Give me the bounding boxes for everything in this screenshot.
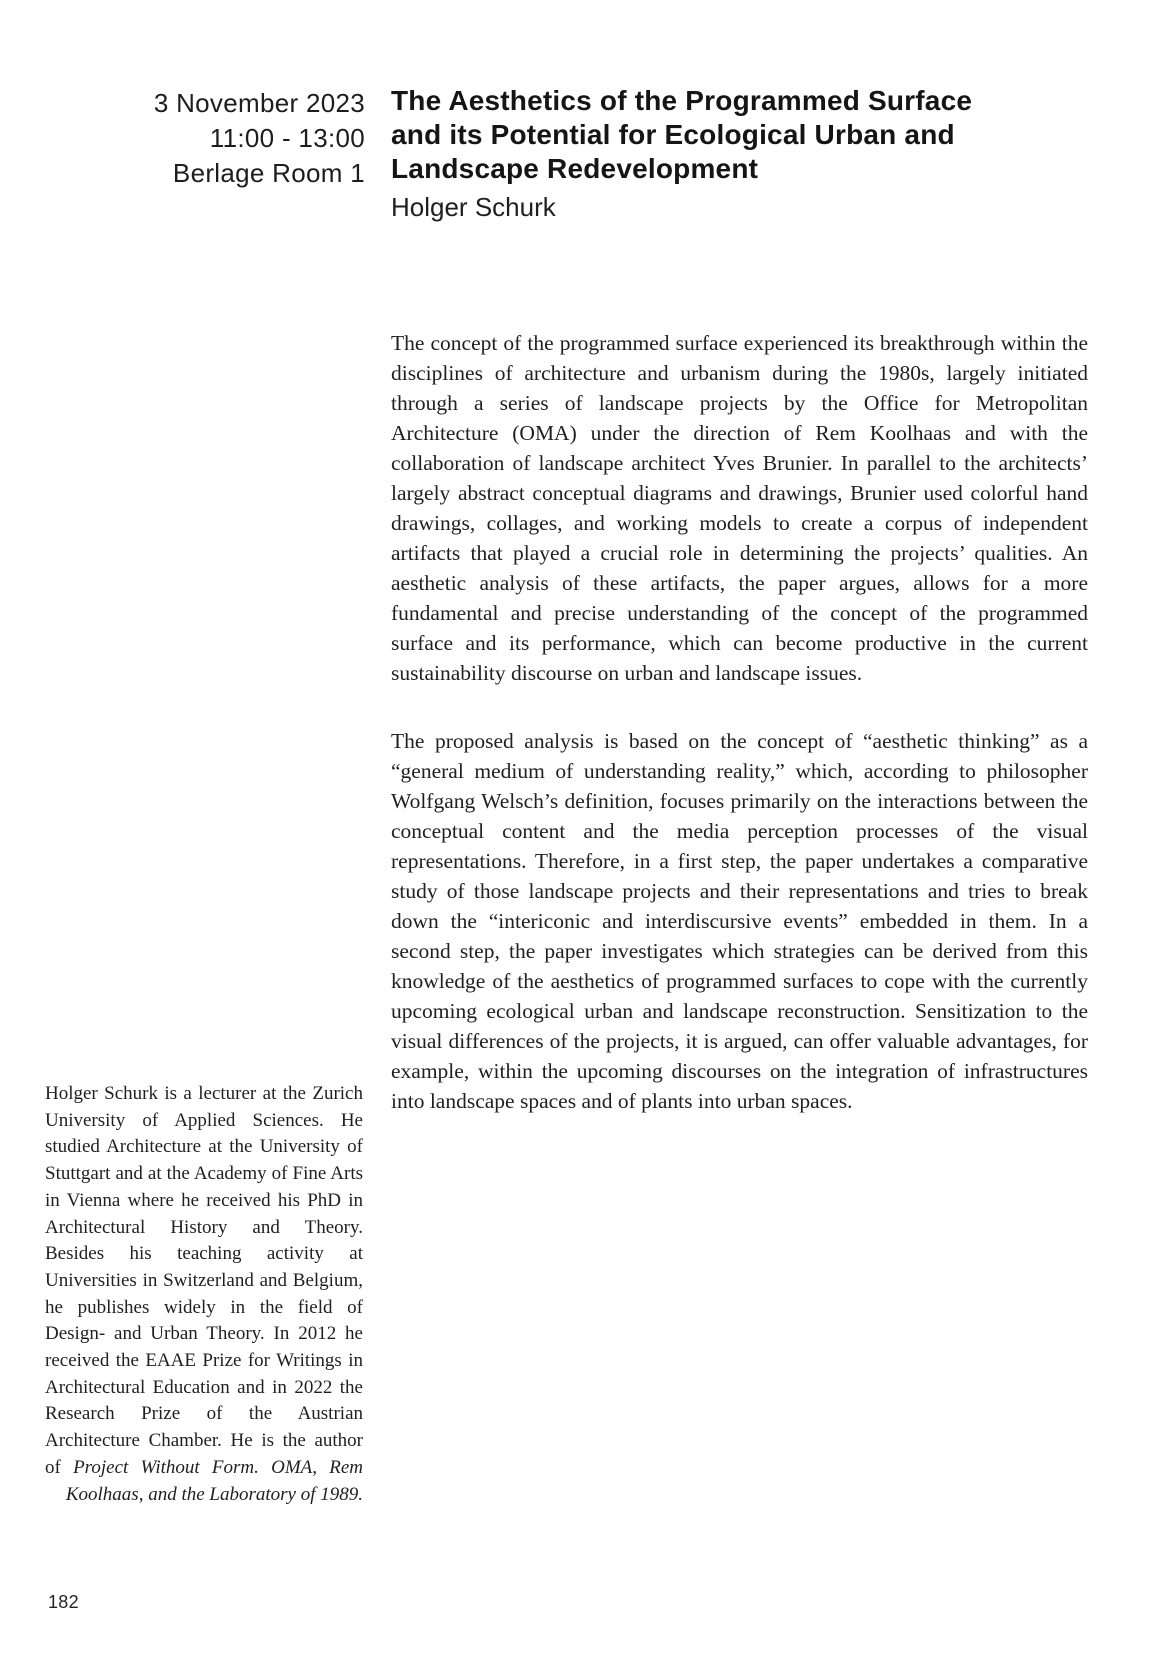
talk-header	[391, 84, 1091, 224]
speaker-bio	[45, 1081, 363, 1508]
session-time: 11:00 - 13:00	[209, 123, 365, 153]
talk-title-line-2: and its Potential for Ecological Urban and	[391, 119, 955, 150]
speaker-bio-paragraph	[45, 1081, 363, 1508]
session-date: 3 November 2023	[153, 88, 365, 118]
speaker-name: Holger Schurk	[391, 192, 556, 222]
abstract-paragraph-1: The concept of the programmed surface experienced its breakthrough within the disciplines of architecture and urbanism during the 1980s, largely initiated through a series of landscape projects by the Office for Metropolitan Architecture (OMA) under the direction of Rem Koolhaas and with the collaboration of landscape architect Yves Brunier. In parallel to the architects’ largely abstract conceptual diagrams and drawings, Brunier used colorful hand drawings, collages, and working models to create a corpus of independent artifacts that played a crucial role in determining the projects’ qualities. An aesthetic analysis of these artifacts, the paper argues, allows for a more fundamental and precise understanding of the concept of the programmed surface and its performance, which can become productive in the current sustainability discourse on urban and landscape issues.	[391, 331, 1088, 685]
abstract-paragraph-2: The proposed analysis is based on the concept of “aesthetic thinking” as a “general medium of understanding reality,” which, according to philosopher Wolfgang Welsch’s definition, focuses primarily on the interactions between the conceptual content and the media perception processes of the visual representations. Therefore, in a first step, the paper undertakes a comparative study of those landscape projects and their representations and tries to break down the “intericonic and interdiscursive events” embedded in them. In a second step, the paper investigates which strategies can be derived from this knowledge of the aesthetics of programmed surfaces to cope with the currently upcoming ecological urban and landscape reconstruction. Sensitization to the visual differences of the projects, it is argued, can offer valuable advantages, for example, within the upcoming discourses on the integration of infrastructures into landscape spaces and of plants into urban spaces.	[391, 729, 1088, 1113]
session-info	[45, 86, 365, 191]
talk-title-line-1: The Aesthetics of the Programmed Surface	[391, 85, 973, 116]
talk-title	[391, 84, 1091, 186]
session-room: Berlage Room 1	[172, 158, 365, 188]
bio-book-title: Project Without Form. OMA, Rem Koolhaas, and the Laboratory of 1989.	[65, 1456, 363, 1505]
bio-text: Holger Schurk is a lecturer at the Zurich University of Applied Sciences. He studied Architecture at the University of Stuttgart and at the Academy of Fine Arts in Vienna where he received his PhD in Architectural History and Theory. Besides his teaching activity at Universities in Switzerland and Belgium, he publishes widely in the field of Design- and Urban Theory. In 2012 he received the EAAE Prize for Writings in Architectural Education and in 2022 the Research Prize of the Austrian Architecture Chamber. He is the author of	[45, 1083, 363, 1478]
page-number: 182	[48, 1592, 79, 1612]
talk-title-line-3: Landscape Redevelopment	[391, 153, 759, 184]
abstract-text	[391, 328, 1088, 1154]
